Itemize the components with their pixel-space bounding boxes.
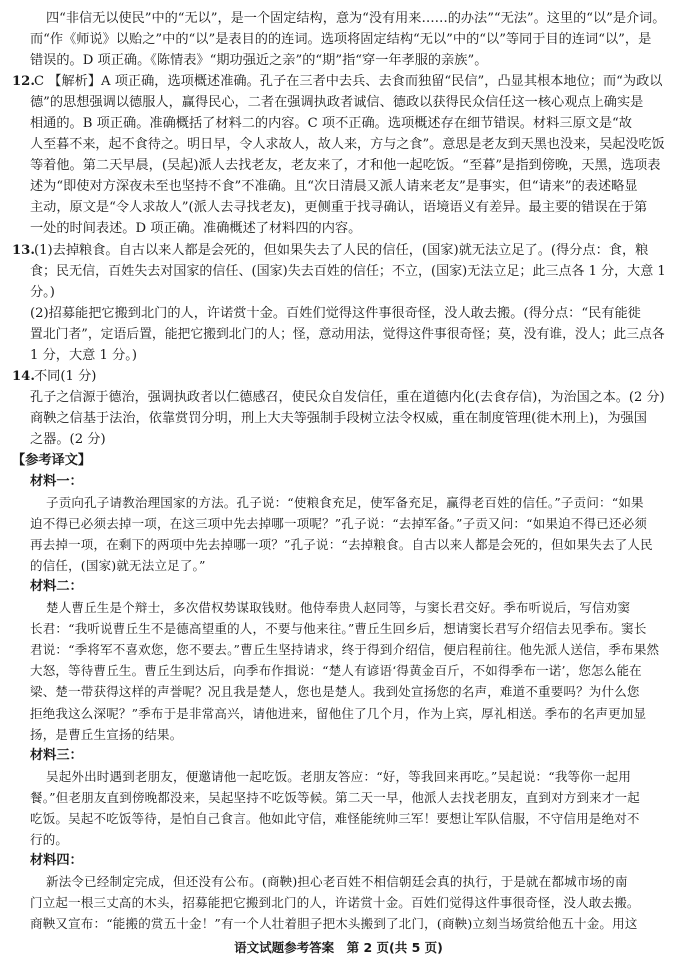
- text-line: 拒绝我这么深呢？”季布于是非常高兴，请他进来，留他住了几个月，作为上宾，厚礼相送。季布的名声更加显: [30, 705, 647, 721]
- text-line: 吴起外出时遇到老朋友，便邀请他一起吃饭。老朋友答应：“好，等我回来再吃。”吴起说：“我等你一起用: [46, 768, 632, 784]
- section-heading: 【参考译文】: [12, 452, 92, 468]
- text-line: 新法令已经制定完成，但还没有公布。(商鞅)担心老百姓不相信朝廷会真的执行，于是就在都城市场的南: [46, 873, 628, 889]
- text-line: 德”的思想强调以德服人，赢得民心，二者在强调执政者诚信、德政以获得民众信任这一核心观点上确实是: [30, 95, 644, 111]
- text-line: 的信任，(国家)就无法立足了。”: [30, 558, 206, 574]
- text-line: 四“非信无以使民”中的“无以”，是一个固定结构，意为“没有用来……的办法”“无法”。这里的“以”是介词。: [46, 11, 666, 26]
- text-line: C 【解析】A 项正确，选项概述准确。孔子在三者中去兵、去食而独留“民信”，凸显其根本地位；而“为政以: [34, 74, 663, 90]
- question-number: 12.: [12, 74, 35, 90]
- page-footer: 语文试题参考答案 第 2 页(共 5 页): [234, 940, 443, 955]
- text-line: 孔子之信源于德治，强调执政者以仁德感召，使民众自发信任，重在道德内化(去食存信)，为治国之本。(2 分): [30, 389, 665, 405]
- text-line: 食；民无信，百姓失去对国家的信任、(国家)失去百姓的信任；不立，(国家)无法立足；此三点各 1 分，大意 1: [30, 263, 666, 279]
- text-line: 等着他。第二天早晨，(吴起)派人去找老友，老友来了，才和他一起吃饭。“至暮”是指到傍晚，天黑，选项表: [30, 158, 661, 174]
- material-title: 材料四：: [30, 852, 83, 868]
- text-line: (2)招募能把它搬到北门的人，许诺赏十金。百姓们觉得这件事很奇怪，没人敢去搬。(得分点：“民有能徙: [30, 305, 641, 321]
- text-line: 门立起一根三丈高的木头，招募能把它搬到北门的人，许诺赏十金。百姓们觉得这件事很奇怪，没人敢去搬。: [30, 894, 640, 910]
- question-number: 14.: [12, 368, 35, 384]
- text-line: 一处的时间表述。D 项正确。准确概述了材料四的内容。: [30, 221, 362, 237]
- text-line: 大怒，等待曹丘生。曹丘生到达后，向季布作揖说：“楚人有谚语‘得黄金百斤，不如得季布一诺’，您怎么能在: [30, 663, 642, 679]
- text-line: 商鞅之信基于法治，依靠赏罚分明，刑上大夫等强制手段树立法令权威，重在制度管理(徙木刑上)，为强国: [30, 410, 647, 426]
- text-line: 相通的。B 项正确。准确概括了材料二的内容。C 项不正确。选项概述存在细节错误。材料三原文是“故: [30, 116, 632, 132]
- text-line: 行的。: [30, 831, 69, 847]
- text-line: 之器。(2 分): [30, 431, 106, 447]
- text-line: 述为“即使对方深夜未至也坚持不食”不准确。且“次日清晨又派人请来老友”是事实，但“请来”的表述略显: [30, 179, 638, 195]
- material-title: 材料一：: [30, 474, 83, 490]
- text-line: 君说：“季将军不喜欢您，您不要去。”曹丘生坚持请求，终于得到介绍信，便启程前往。他先派人送信，季布果然: [30, 642, 660, 658]
- text-line: (1)去掉粮食。自古以来人都是会死的，但如果失去了人民的信任，(国家)就无法立足了。(得分点：食，粮: [34, 242, 649, 258]
- text-line: 长君：“我听说曹丘生不是德高望重的人，不要与他来往。”曹丘生回乡后，想请窦长君写介绍信去见季布。窦长: [30, 621, 647, 637]
- text-line: 扬，是曹丘生宣扬的结果。: [30, 726, 183, 742]
- text-line: 餐。”但老朋友直到傍晚都没来，吴起坚持不吃饭等候。第二天一早，他派人去找老朋友，直到对方到来才一起: [30, 789, 640, 805]
- text-line: 而“作《师说》以贻之”中的“以”是表目的的连词。选项将固定结构“无以”中的“以”等同于目的连词“以”，是: [30, 32, 652, 48]
- text-line: 梁、楚一带获得这样的声誉呢？况且我是楚人，您也是楚人。我到处宣扬您的名声，难道不重要吗？为什么您: [30, 684, 640, 700]
- text-line: 吃饭。吴起不吃饭等待，是怕自己食言。他如此守信，难怪能统帅三军！要想让军队信服，不守信用是绝对不: [30, 810, 640, 826]
- text-line: 置北门者”，定语后置，能把它搬到北门的人；怪，意动用法，觉得这件事很奇怪；莫，没有谁，没人；此三点各: [30, 326, 665, 342]
- text-line: 主动，原文是“令人求故人”(派人去寻找老友)，更侧重于找寻确认，语境语义有差异。最主要的错误在于第: [30, 200, 648, 216]
- material-title: 材料三：: [30, 747, 83, 763]
- text-line: 子贡向孔子请教治理国家的方法。孔子说：“使粮食充足，使军备充足，赢得老百姓的信任。”子贡问：“如果: [46, 495, 644, 511]
- text-line: 再去掉一项，在剩下的两项中先去掉哪一项？”孔子说：“去掉粮食。自古以来人都是会死的，但如果失去了人民: [30, 537, 653, 553]
- material-title: 材料二：: [30, 579, 83, 595]
- text-line: 楚人曹丘生是个辩士，多次借权势谋取钱财。他侍奉贵人赵同等，与窦长君交好。季布听说后，写信劝窦: [46, 600, 631, 616]
- question-number: 13.: [12, 242, 35, 258]
- text-line: 1 分，大意 1 分。): [30, 347, 138, 363]
- text-line: 分。): [30, 284, 55, 300]
- text-line: 迫不得已必须去掉一项，在这三项中先去掉哪一项呢？”孔子说：“去掉军备。”子贡又问：“如果迫不得已还必须: [30, 516, 648, 532]
- text-line: 人至暮不来，起不食待之。明日早，令人求故人，故人来，方与之食”。意思是老友到天黑也没来，吴起没吃饭: [30, 137, 665, 153]
- text-line: 商鞅又宣布：“能搬的赏五十金！”有一个人壮着胆子把木头搬到了北门，(商鞅)立刻当场赏给他五十金。用这: [30, 916, 638, 931]
- text-line: 不同(1 分): [34, 368, 97, 384]
- text-line: 错误的。D 项正确。《陈情表》“期功强近之亲”的“期”指“穿一年孝服的亲族”。: [30, 53, 488, 69]
